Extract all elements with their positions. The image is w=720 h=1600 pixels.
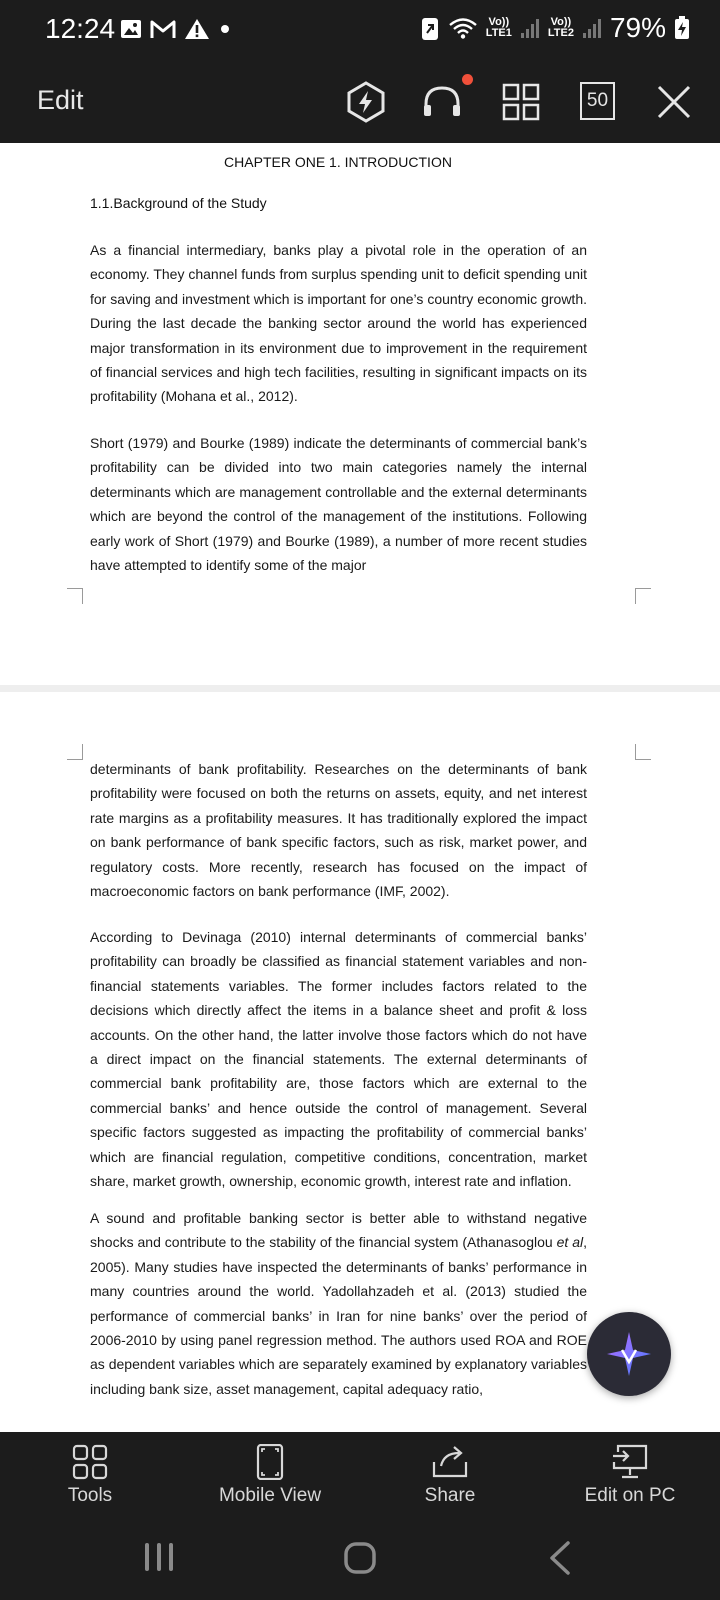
- back-icon[interactable]: [548, 1541, 572, 1575]
- dot-icon: [218, 18, 232, 40]
- tools-label: Tools: [67, 1485, 113, 1506]
- notification-icons: [120, 18, 232, 40]
- page-count: 50: [586, 90, 609, 111]
- sparkle-icon: [605, 1330, 653, 1378]
- crop-mark: [635, 588, 651, 604]
- paragraph-2: Short (1979) and Bourke (1989) indicate the determinants of commercial bank’s profitability can be divided into two main categories namely the internal determinants which are management controllable and the external determinants which are beyond the control of the management of the institutions. Following early work of Short (1979) and Bourke (1989), a number of more recent studies have attempted to identify some of the major: [90, 435, 587, 574]
- bottom-toolbar: [0, 1432, 720, 1515]
- app-toolbar: [0, 60, 720, 143]
- edit-on-pc-label: Edit on PC: [584, 1485, 676, 1506]
- chapter-title: CHAPTER ONE 1. INTRODUCTION: [224, 154, 452, 170]
- signal-sim1-icon: [520, 17, 540, 39]
- status-time: 12:24: [45, 13, 116, 44]
- section-title: 1.1.Background of the Study: [90, 195, 267, 211]
- signal-sim2-icon: [582, 17, 602, 39]
- share-label: Share: [424, 1485, 476, 1506]
- crop-mark: [635, 744, 651, 760]
- crop-mark: [67, 744, 83, 760]
- share-icon: [432, 1444, 468, 1480]
- paragraph-5-italic: et al: [556, 1234, 584, 1251]
- status-right-icons: [420, 12, 690, 44]
- mobile-view-button[interactable]: [180, 1432, 360, 1515]
- battery-percent: 79%: [609, 12, 666, 43]
- ai-assistant-button[interactable]: [587, 1312, 671, 1396]
- tools-button[interactable]: [0, 1432, 180, 1515]
- crop-mark: [67, 588, 83, 604]
- notification-dot: [462, 74, 473, 85]
- status-bar: [0, 0, 720, 60]
- system-nav-bar: [0, 1515, 720, 1600]
- paragraph-5-start: A sound and profitable banking sector is better able to withstand negative shocks and contribute to the stability of the financial system (Athanasoglou: [90, 1210, 587, 1251]
- mobile-view-label: Mobile View: [218, 1485, 322, 1506]
- share-button[interactable]: [360, 1432, 540, 1515]
- pc-transfer-icon: [612, 1444, 648, 1480]
- edit-button[interactable]: Edit: [37, 85, 84, 115]
- close-icon[interactable]: [652, 80, 696, 124]
- paragraph-1: As a financial intermediary, banks play a pivotal role in the operation of an economy. They channel funds from surplus spending unit to deficit spending unit for saving and investment which is important for one’s country economic growth. During the last decade the banking sector around the world has experienced major transformation in its environment due to improvement in the requirement of financial services and high tech facilities, resulting in significant impacts on its profitability (Mohana et al., 2012).: [90, 242, 587, 405]
- home-icon[interactable]: [343, 1541, 377, 1575]
- sim2-network: LTE2: [547, 27, 574, 39]
- paragraph-3: determinants of bank profitability. Researches on the determinants of bank profitability were focused on both the returns on assets, equity, and net interest rate margins as a profitability measures. It has traditionally explored the impact on bank performance of bank specific factors, such as risk, market power, and regulatory costs. More recently, research has focused on the impact of macroeconomic factors on bank performance (IMF, 2002).: [90, 761, 587, 900]
- warning-icon: [184, 18, 210, 40]
- data-saver-icon: [420, 15, 440, 41]
- paragraph-5-end: , 2005). Many studies have inspected the determinants of banks’ performance in many countries around the world. Yadollahzadeh et al. (2013) studied the performance of commercial banks’ in Iran for nine banks’ over the period of 2006-2010 by using panel regression method. The authors used ROA and ROE as dependent variables which are separately examined by explanatory variables including bank size, asset management, capital adequacy ratio,: [90, 1234, 587, 1397]
- wifi-icon: [448, 16, 478, 40]
- document-viewer[interactable]: [0, 143, 720, 1432]
- gmail-icon: [150, 18, 176, 40]
- sim2-volte: Vo)): [550, 16, 572, 28]
- edit-on-pc-button[interactable]: [540, 1432, 720, 1515]
- page-separator: [0, 685, 720, 692]
- tools-icon: [72, 1444, 108, 1480]
- grid-view-icon[interactable]: [499, 80, 543, 124]
- ai-bolt-icon[interactable]: [344, 80, 388, 124]
- paragraph-5: [90, 1206, 587, 1401]
- sim2-label: [548, 17, 574, 39]
- sim1-volte: Vo)): [488, 16, 510, 28]
- headphones-icon[interactable]: [420, 80, 464, 124]
- gallery-icon: [120, 18, 142, 40]
- mobile-view-icon: [252, 1444, 288, 1480]
- paragraph-4: According to Devinaga (2010) internal determinants of commercial banks’ profitability can broadly be classified as financial statement variables and non-financial statements variables. The former includes factors related to the decisions which directly affect the items in a balance sheet and profit & loss accounts. On the other hand, the latter involve those factors which do not have a direct impact on the financial statements. The external determinants of commercial bank profitability are, those factors which are external to the commercial banks’ and hence outside the control of management. Several specific factors suggested as impacting the profitability of commercial banks’ which are financial regulation, competitive conditions, concentration, market share, market growth, ownership, economic growth, interest rate and inflation.: [90, 929, 587, 1190]
- sim1-label: [486, 17, 512, 39]
- sim1-network: LTE1: [485, 27, 512, 39]
- battery-charging-icon: [674, 16, 690, 40]
- recent-apps-icon[interactable]: [142, 1541, 176, 1573]
- page-count-button[interactable]: [580, 82, 615, 120]
